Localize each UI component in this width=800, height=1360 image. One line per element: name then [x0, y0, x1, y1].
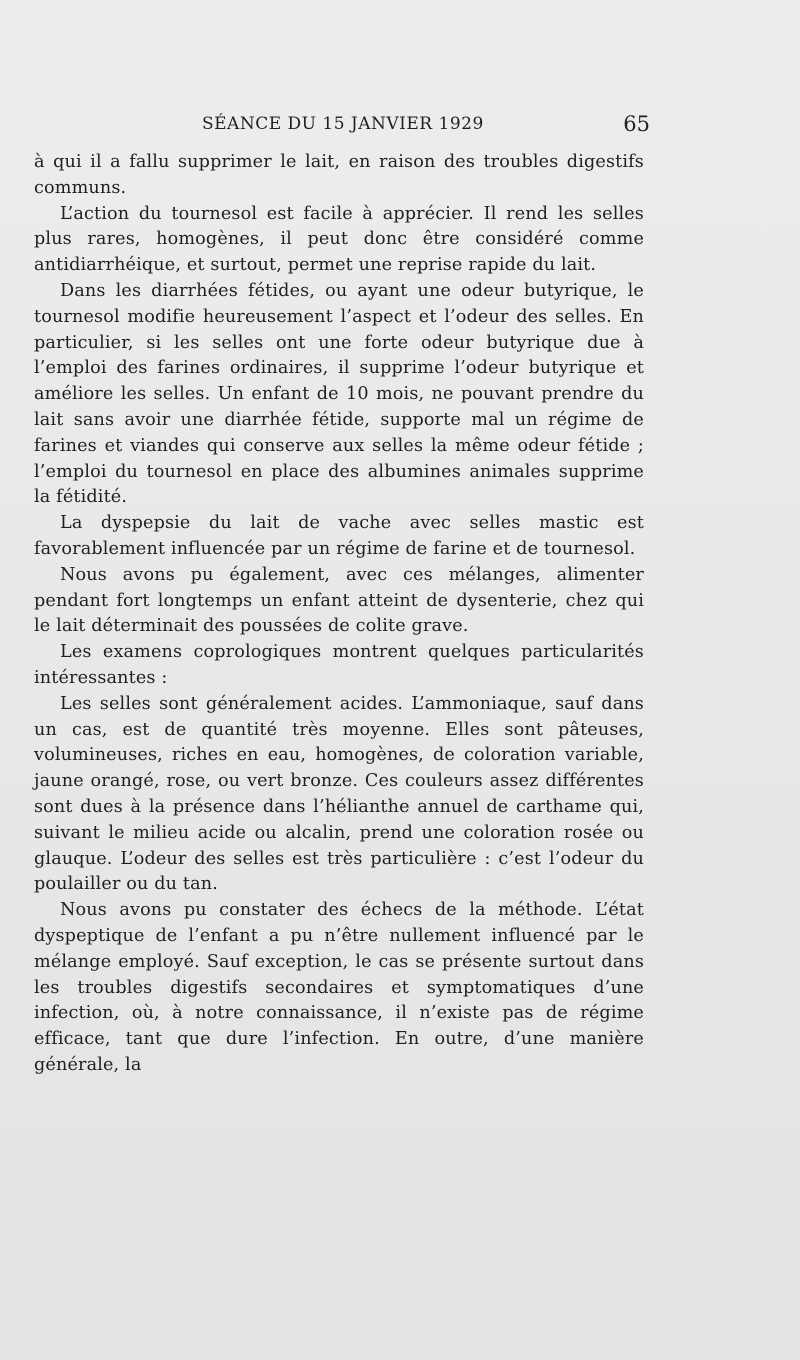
running-title: SÉANCE DU 15 JANVIER 1929 — [202, 114, 484, 134]
body-text — [34, 150, 644, 1079]
paragraph: Les examens coprologiques montrent quelques particularités intéressantes : — [34, 642, 644, 688]
page-number: 65 — [623, 112, 650, 136]
paragraph: Dans les diarrhées fétides, ou ayant une odeur butyrique, le tournesol modifie heureusement l’aspect et l’odeur des selles. En particulier, si les selles ont une forte odeur butyrique due à l’emploi des farines ordinaires, il supprime l’odeur butyrique et améliore les selles. Un enfant de 10 mois, ne pouvant prendre du lait sans avoir une diarrhée fétide, supporte mal un régime de farines et viandes qui conserve aux selles la même odeur fétide ; l’emploi du tournesol en place des albumines animales supprime la fétidité. — [34, 280, 644, 508]
paragraph: L’action du tournesol est facile à apprécier. Il rend les selles plus rares, homogènes, il peut donc être considéré comme antidiarrhéique, et surtout, permet une reprise rapide du lait. — [34, 203, 644, 276]
paragraph: Nous avons pu constater des échecs de la méthode. L’état dyspeptique de l’enfant a pu n’être nullement influencé par le mélange employé. Sauf exception, le cas se présente surtout dans les troubles digestifs secondaires et symptomatiques d’une infection, où, à notre connaissance, il n’existe pas de régime efficace, tant que dure l’infection. En outre, d’une manière générale, la — [34, 900, 644, 1075]
paragraph: La dyspepsie du lait de vache avec selles mastic est favorablement influencée par un régime de farine et de tournesol. — [34, 513, 644, 559]
paragraph-continuation: à qui il a fallu supprimer le lait, en raison des troubles digestifs communs. — [34, 152, 644, 198]
paragraph: Nous avons pu également, avec ces mélanges, alimenter pendant fort longtemps un enfant atteint de dysenterie, chez qui le lait déterminait des poussées de colite grave. — [34, 564, 644, 637]
paragraph: Les selles sont généralement acides. L’ammoniaque, sauf dans un cas, est de quantité très moyenne. Elles sont pâteuses, volumineuses, riches en eau, homogènes, de coloration variable, jaune orangé, rose, ou vert bronze. Ces couleurs assez différentes sont dues à la présence dans l’hélianthe annuel de carthame qui, suivant le milieu acide ou alcalin, prend une coloration rosée ou glauque. L’odeur des selles est très particulière : c’est l’odeur du poulailler ou du tan. — [34, 693, 644, 895]
page-header — [30, 112, 650, 142]
